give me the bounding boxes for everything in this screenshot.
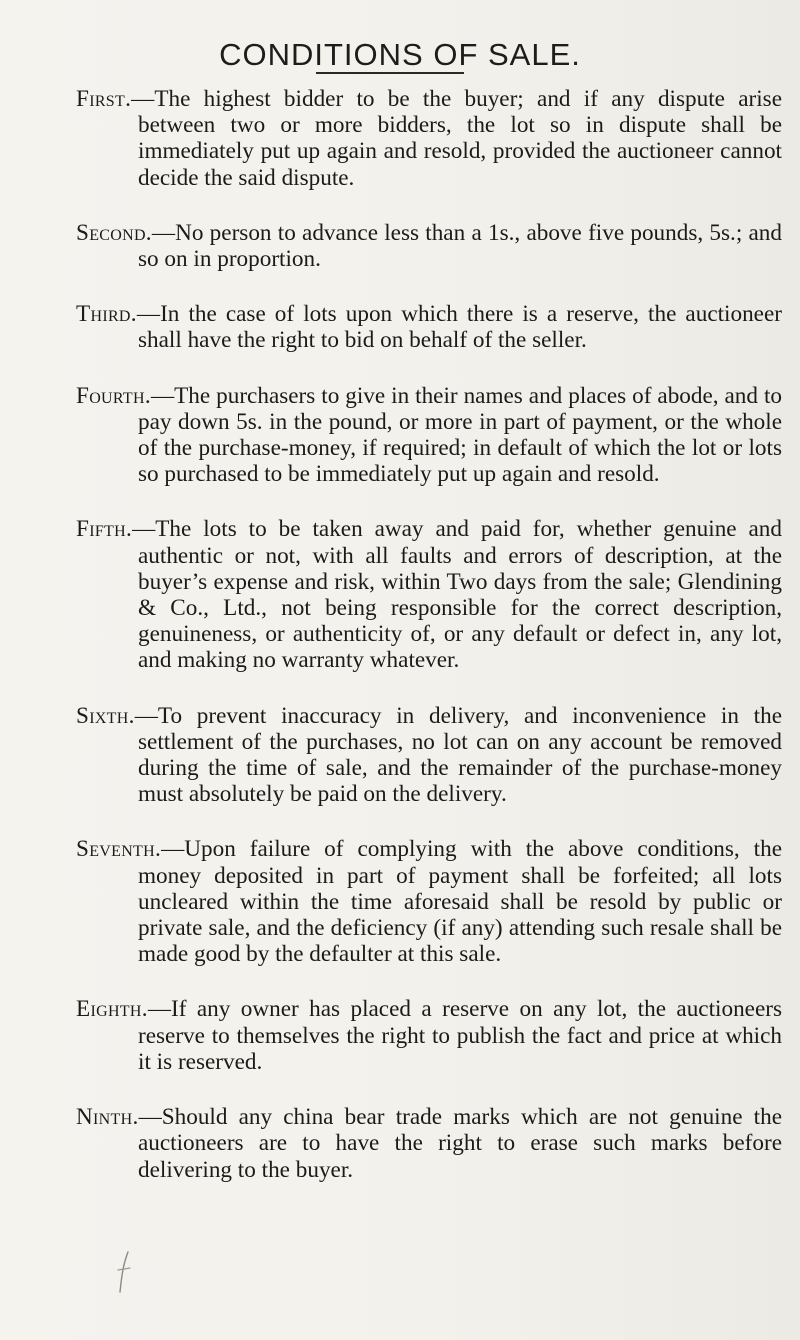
condition-sixth — [76, 703, 782, 808]
condition-ordinal: Fourth. — [76, 382, 151, 409]
condition-first — [76, 86, 782, 191]
condition-seventh — [76, 836, 782, 967]
condition-text: Upon failure of complying with the above conditions, the money deposited in part of payment shall be forfeited; all lots uncleared within the time aforesaid shall be resold by public or private sale, and the deficiency (if any) attending such resale shall be made good by the defaulter at this sale. — [138, 836, 782, 968]
condition-ordinal: Eighth. — [76, 996, 148, 1023]
condition-ordinal: Fifth. — [76, 516, 133, 543]
condition-separator: — — [147, 996, 172, 1023]
condition-ordinal: First. — [76, 86, 132, 112]
condition-text: The purchasers to give in their names and places of abode, and to pay down 5s. in the pound, or more in part of payment, or the whole of the purchase-money, if required; in default of which the lot or lots so purchased to be immediately put up again and resold. — [138, 382, 782, 488]
condition-third — [76, 301, 782, 353]
condition-separator: — — [136, 301, 161, 328]
condition-text: The lots to be taken away and paid for, whether genuine and authentic or not, with all faults and errors of description, at the buyer’s expense and risk, within Two days from the sale; Glendining & Co., Ltd., not being responsible for the correct description, genuineness, or authenticity of, or any default or defect in, any lot, and making no warranty whatever. — [138, 516, 782, 674]
condition-text: Should any china bear trade marks which are not genuine the auctioneers are to have the right to erase such marks before delivering to the buyer. — [138, 1104, 782, 1183]
condition-ordinal: Second. — [76, 219, 152, 246]
condition-eighth — [76, 996, 782, 1075]
condition-separator: — — [132, 516, 156, 543]
title-divider — [316, 72, 464, 74]
condition-text: No person to advance less than a 1s., above five pounds, 5s.; and so on in proportion. — [138, 219, 782, 273]
condition-ordinal: Seventh. — [76, 836, 162, 863]
condition-text: In the case of lots upon which there is a reserve, the auctioneer shall have the right to bid on behalf of the seller. — [138, 301, 782, 354]
condition-text: If any owner has placed a reserve on any lot, the auctioneers reserve to themselves the right to publish the fact and price at which it is reserved. — [138, 996, 782, 1075]
condition-fifth — [76, 516, 782, 673]
pencil-mark — [114, 1248, 138, 1296]
condition-second — [76, 220, 782, 272]
condition-ninth — [76, 1104, 782, 1183]
condition-separator: — — [150, 382, 175, 409]
condition-separator: — — [134, 702, 158, 729]
condition-fourth — [76, 383, 782, 488]
condition-separator: — — [161, 836, 185, 863]
condition-text: To prevent inaccuracy in delivery, and inconvenience in the settlement of the purchases, no lot can on any account be removed during the time of sale, and the remainder of the purchase-money must absolutely be paid on the delivery. — [138, 702, 782, 808]
page-title: CONDITIONS OF SALE. — [219, 36, 581, 72]
condition-separator: — — [151, 219, 176, 246]
condition-ordinal: Third. — [76, 301, 137, 328]
condition-ordinal: Sixth. — [76, 702, 135, 729]
condition-separator: — — [131, 86, 155, 112]
conditions-list — [76, 86, 782, 1212]
condition-separator: — — [138, 1104, 162, 1131]
condition-text: The highest bidder to be the buyer; and if any dispute arise between two or more bidders, the lot so in dispute shall be immediately put up again and resold, provided the auctioneer cannot decide the said dispute. — [138, 86, 782, 191]
condition-ordinal: Ninth. — [76, 1104, 139, 1131]
